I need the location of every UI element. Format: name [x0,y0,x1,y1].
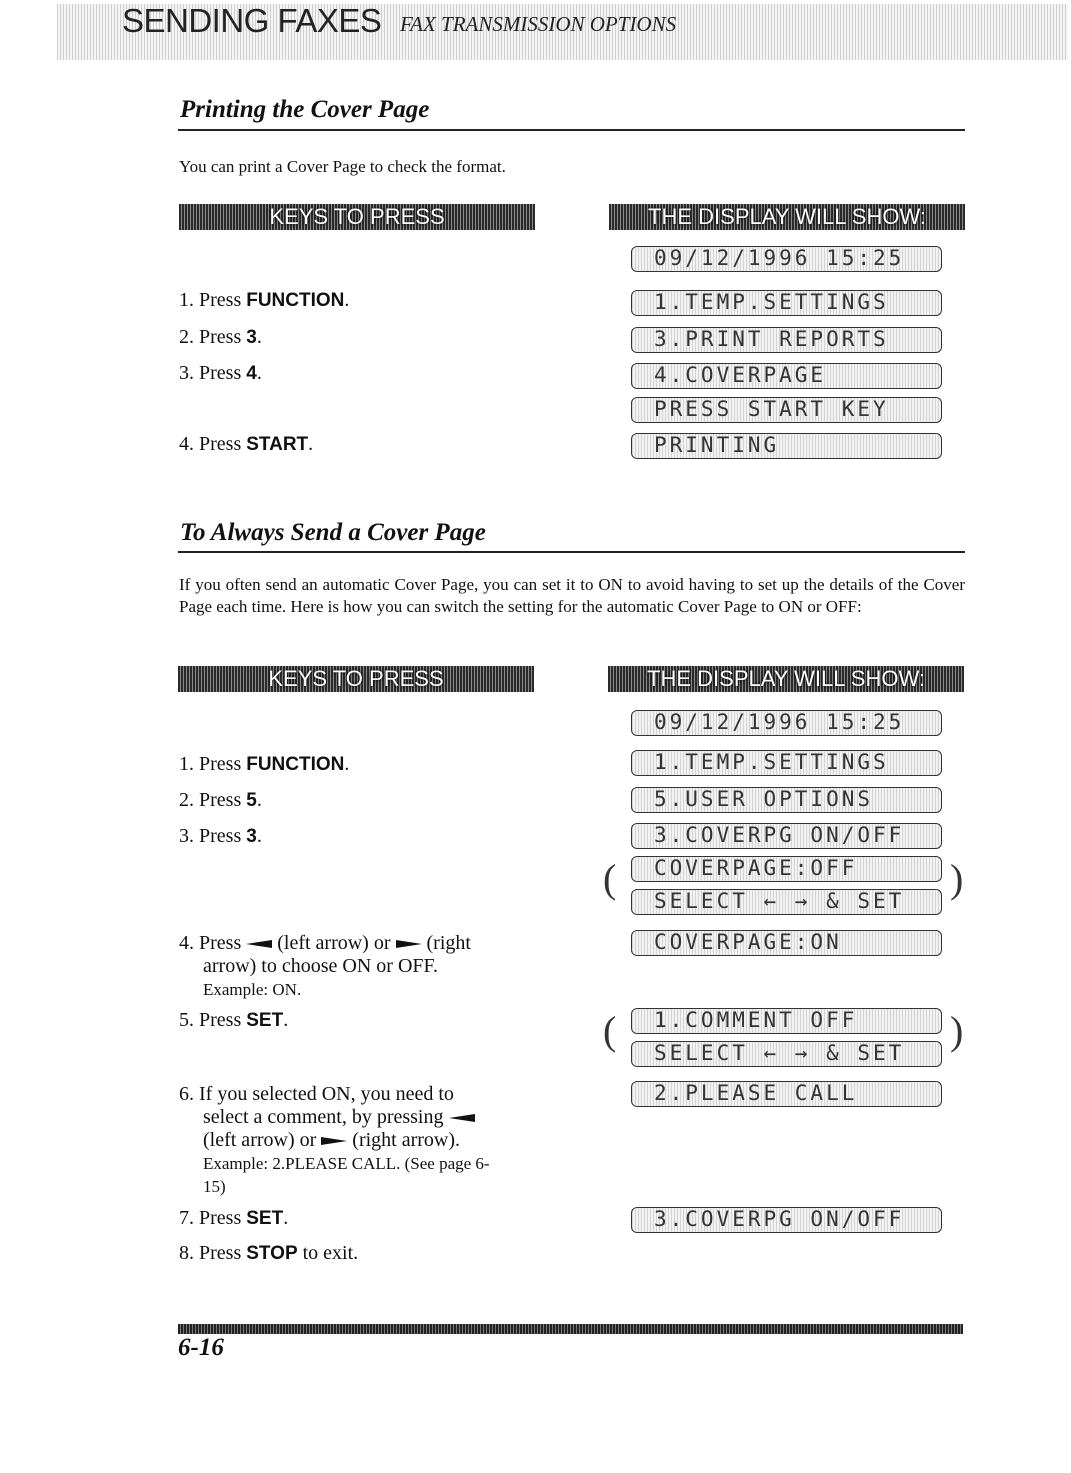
lcd-display: 09/12/1996 15:25 [631,710,942,736]
section-rule [178,551,965,553]
lcd-display: SELECT ← → & SET [631,1041,942,1067]
step-3: 3. Press 4. [179,362,262,384]
step-8: 8. Press STOP to exit. [179,1242,359,1264]
left-arrow-icon [449,1114,475,1122]
lcd-display: 1.TEMP.SETTINGS [631,750,942,776]
right-arrow-icon [321,1137,347,1145]
lcd-display: 3.COVERPG ON/OFF [631,823,942,849]
alternating-brace-right-icon: ) [950,856,964,901]
lcd-display: COVERPAGE:ON [631,930,942,956]
lcd-display: SELECT ← → & SET [631,889,942,915]
keys-to-press-header: KEYS TO PRESS [178,666,534,692]
section-intro: If you often send an automatic Cover Page, you can set it to ON to avoid having to set up the details of the Cover Page each time. Here is how you can switch the setting for the automatic Cover Page to ON or OFF: [179,575,965,616]
section-title-printing: Printing the Cover Page [180,96,430,123]
chapter-subtitle: FAX TRANSMISSION OPTIONS [400,12,677,36]
step-1: 1. Press FUNCTION. [179,753,350,775]
step-5: 5. Press SET. [179,1009,289,1031]
section-rule [178,129,965,131]
section-intro: You can print a Cover Page to check the format. [179,157,506,176]
right-arrow-icon [396,940,422,948]
lcd-display: 1.COMMENT OFF [631,1008,942,1034]
step-6: 6. If you selected ON, you need to select a comment, by pressing (left arrow) or (right arrow). Example: 2.PLEASE CALL. (See page 6- 15) [179,1083,490,1196]
lcd-display: 5.USER OPTIONS [631,787,942,813]
step-1: 1. Press FUNCTION. [179,289,350,311]
lcd-display: 09/12/1996 15:25 [631,246,942,272]
lcd-display: 1.TEMP.SETTINGS [631,290,942,316]
section-title-always-send: To Always Send a Cover Page [180,519,486,546]
alternating-brace-left-icon: ( [603,856,617,901]
alternating-brace-left-icon: ( [603,1008,617,1053]
lcd-display: 3.PRINT REPORTS [631,327,942,353]
lcd-display: PRESS START KEY [631,397,942,423]
step-2: 2. Press 3. [179,326,262,348]
step-7: 7. Press SET. [179,1207,289,1229]
lcd-display: COVERPAGE:OFF [631,856,942,882]
page-number: 6-16 [178,1334,224,1361]
step-4: 4. Press (left arrow) or (right arrow) to choose ON or OFF. Example: ON. [179,932,471,999]
keys-to-press-header: KEYS TO PRESS [179,204,535,230]
footer-band [178,1324,963,1334]
display-will-show-header: THE DISPLAY WILL SHOW: [609,204,965,230]
display-will-show-header: THE DISPLAY WILL SHOW: [608,666,964,692]
chapter-title: SENDING FAXES [122,2,382,39]
lcd-display: 2.PLEASE CALL [631,1081,942,1107]
lcd-display: 3.COVERPG ON/OFF [631,1207,942,1233]
step-4: 4. Press START. [179,433,314,455]
alternating-brace-right-icon: ) [950,1008,964,1053]
left-arrow-icon [246,940,272,948]
lcd-display: 4.COVERPAGE [631,363,942,389]
step-3: 3. Press 3. [179,825,262,847]
lcd-display: PRINTING [631,433,942,459]
step-2: 2. Press 5. [179,789,262,811]
